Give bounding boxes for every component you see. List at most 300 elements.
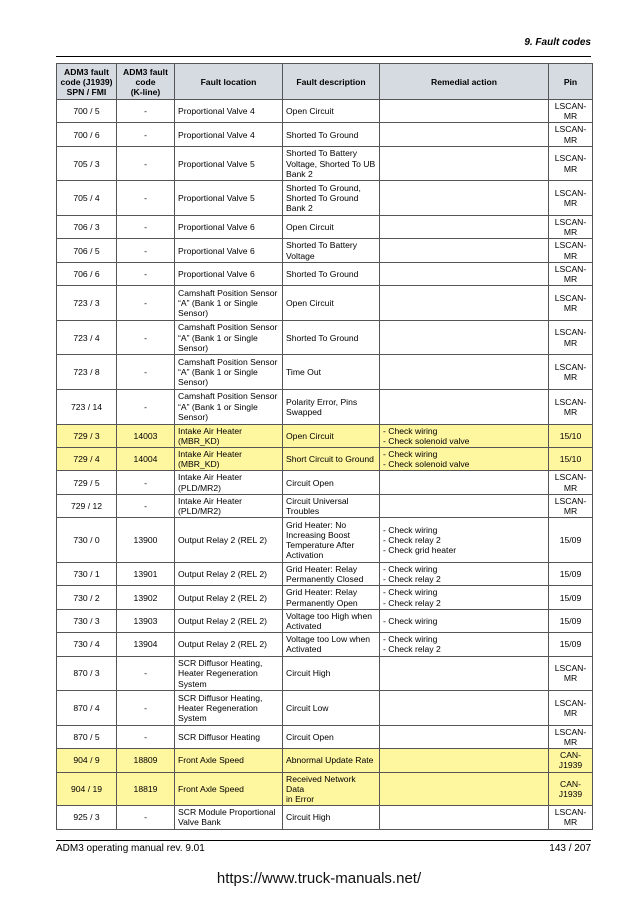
table-row — [57, 518, 593, 563]
fault-location-cell — [175, 656, 283, 691]
cell-line: 15/09 — [559, 569, 582, 580]
cell-line: LSCAN- — [554, 217, 587, 227]
cell-line: SCR Diffusor Heating, — [178, 692, 263, 703]
cell-line: Proportional Valve 4 — [178, 106, 255, 117]
fault-description-cell — [283, 725, 380, 748]
remedial-action-cell — [380, 100, 549, 123]
cell-line: Output Relay 2 (REL 2) — [178, 615, 268, 626]
cell-line: MR — [563, 134, 578, 145]
header-rule — [56, 56, 591, 57]
fault-description-cell — [283, 609, 380, 632]
cell-line: J1939 — [558, 788, 583, 799]
cell-line: Activated — [286, 621, 322, 632]
remedial-action-cell — [380, 656, 549, 691]
cell-line: MR — [563, 163, 578, 174]
pin-cell — [549, 146, 593, 181]
header-line: SPN / FMI — [66, 86, 107, 97]
cell-line: Voltage too Low when — [286, 634, 371, 645]
table-row — [57, 691, 593, 726]
table-row — [57, 586, 593, 609]
cell-line: Shorted To Battery — [286, 148, 358, 159]
pin-cell — [549, 262, 593, 285]
table-row — [57, 471, 593, 494]
fault-description-cell — [283, 320, 380, 355]
cell-line: Intake Air Heater — [178, 495, 243, 506]
fault-description-cell — [283, 518, 380, 563]
remedial-action-cell — [380, 494, 549, 517]
cell-line: MR — [563, 817, 578, 828]
cell-line: “A” (Bank 1 or Single — [178, 332, 258, 343]
cell-line: Time Out — [286, 367, 322, 378]
pin-cell — [549, 471, 593, 494]
fault-location-cell — [175, 749, 283, 772]
cell-line: Open Circuit — [286, 106, 334, 117]
cell-line: - Check wiring — [383, 524, 438, 535]
cell-line: - Check relay 2 — [383, 574, 441, 585]
cell-line: MR — [563, 708, 578, 719]
cell-line: Abnormal Update Rate — [286, 755, 374, 766]
cell-line: Proportional Valve 6 — [178, 222, 255, 233]
cell-line: (MBR_KD) — [178, 459, 220, 470]
remedial-action-cell — [380, 563, 549, 586]
cell-line: Heater Regeneration — [178, 668, 258, 679]
cell-line: Sensor) — [178, 411, 209, 422]
kline-code-cell: - — [117, 181, 175, 216]
pin-cell — [549, 239, 593, 262]
fault-description-cell — [283, 448, 380, 471]
kline-code-cell: 13900 — [117, 518, 175, 563]
spn-fmi-cell: 729 / 3 — [57, 424, 117, 447]
cell-line: (PLD/MR2) — [178, 506, 221, 517]
spn-fmi-cell: 730 / 0 — [57, 518, 117, 563]
cell-line: Camshaft Position Sensor — [178, 391, 278, 402]
table-row — [57, 656, 593, 691]
cell-line: LSCAN- — [554, 697, 587, 708]
cell-line: 15/10 — [559, 430, 582, 441]
cell-line: Grid Heater: Relay — [286, 564, 358, 575]
spn-fmi-cell: 729 / 4 — [57, 448, 117, 471]
cell-line: 15/09 — [559, 615, 582, 626]
cell-line: Camshaft Position Sensor — [178, 287, 278, 298]
cell-line: Open Circuit — [286, 297, 334, 308]
cell-line: MR — [563, 337, 578, 348]
cell-line: - Check wiring — [383, 425, 438, 436]
cell-line: Circuit Open — [286, 731, 334, 742]
cell-line: - Check relay 2 — [383, 644, 441, 655]
cell-line: MR — [563, 198, 578, 209]
fault-description-cell — [283, 262, 380, 285]
cell-line: Bank 2 — [286, 203, 313, 214]
cell-line: - Check wiring — [383, 587, 438, 598]
table-row — [57, 633, 593, 656]
cell-line: LSCAN- — [554, 726, 587, 737]
header-line: (K-line) — [130, 86, 161, 97]
remedial-action-cell — [380, 123, 549, 146]
fault-location-cell — [175, 772, 283, 806]
spn-fmi-cell: 730 / 1 — [57, 563, 117, 586]
spn-fmi-cell: 723 / 3 — [57, 286, 117, 321]
cell-line: LSCAN- — [554, 663, 587, 674]
cell-line: SCR Diffusor Heating — [178, 731, 260, 742]
spn-fmi-cell: 700 / 6 — [57, 123, 117, 146]
fault-location-cell — [175, 390, 283, 425]
pin-cell — [549, 586, 593, 609]
cell-line: LSCAN- — [554, 240, 587, 251]
cell-line: Activation — [286, 550, 324, 561]
fault-location-cell — [175, 806, 283, 829]
kline-code-cell: - — [117, 239, 175, 262]
cell-line: 15/09 — [559, 592, 582, 603]
cell-line: Increasing Boost — [286, 529, 351, 540]
kline-code-cell: - — [117, 806, 175, 829]
header-line: ADM3 fault — [64, 66, 109, 77]
cell-line: 15/10 — [559, 454, 582, 465]
fault-description-cell — [283, 471, 380, 494]
cell-line: LSCAN- — [554, 495, 587, 506]
spn-fmi-cell: 870 / 3 — [57, 656, 117, 691]
cell-line: “A” (Bank 1 or Single — [178, 367, 258, 378]
table-row — [57, 390, 593, 425]
cell-line: “A” (Bank 1 or Single — [178, 401, 258, 412]
cell-line: Shorted To Ground — [286, 268, 359, 279]
footer-rule — [56, 840, 591, 841]
cell-line: Camshaft Position Sensor — [178, 322, 278, 333]
kline-code-cell: - — [117, 494, 175, 517]
fault-description-cell — [283, 216, 380, 239]
header-kline-code — [117, 64, 175, 100]
pin-cell — [549, 772, 593, 806]
table-header-row — [57, 64, 593, 100]
cell-line: Camshaft Position Sensor — [178, 356, 278, 367]
kline-code-cell: 14003 — [117, 424, 175, 447]
cell-line: MR — [563, 737, 578, 748]
cell-line: (PLD/MR2) — [178, 482, 221, 493]
cell-line: MR — [563, 111, 578, 122]
spn-fmi-cell: 723 / 8 — [57, 355, 117, 390]
cell-line: Proportional Valve 4 — [178, 129, 255, 140]
cell-line: LSCAN- — [554, 292, 587, 303]
cell-line: Voltage too High when — [286, 610, 373, 621]
header-line: code — [135, 76, 156, 87]
remedial-action-cell — [380, 633, 549, 656]
cell-line: - Check wiring — [383, 634, 438, 645]
remedial-action-cell — [380, 146, 549, 181]
fault-description-cell — [283, 355, 380, 390]
cell-line: Voltage, Shorted To UB — [286, 158, 376, 169]
header-line: Fault description — [296, 76, 366, 87]
fault-location-cell — [175, 633, 283, 656]
cell-line: Proportional Valve 5 — [178, 193, 255, 204]
fault-description-cell — [283, 146, 380, 181]
table-row — [57, 286, 593, 321]
pin-cell — [549, 725, 593, 748]
cell-line: (MBR_KD) — [178, 435, 220, 446]
cell-line: MR — [563, 227, 578, 238]
cell-line: Output Relay 2 (REL 2) — [178, 535, 268, 546]
header-line: Remedial action — [431, 76, 497, 87]
cell-line: MR — [563, 372, 578, 383]
spn-fmi-cell: 700 / 5 — [57, 100, 117, 123]
cell-line: Swapped — [286, 406, 322, 417]
table-row — [57, 262, 593, 285]
remedial-action-cell — [380, 609, 549, 632]
kline-code-cell: - — [117, 123, 175, 146]
fault-description-cell — [283, 494, 380, 517]
fault-description-cell — [283, 691, 380, 726]
header-line: code (J1939) — [60, 76, 113, 87]
fault-description-cell — [283, 390, 380, 425]
table-row — [57, 355, 593, 390]
cell-line: Received Network Data — [286, 773, 356, 794]
table-row — [57, 424, 593, 447]
watermark-url: https://www.truck-manuals.net/ — [216, 870, 422, 887]
cell-line: Circuit High — [286, 668, 331, 679]
pin-cell — [549, 448, 593, 471]
fault-description-cell — [283, 586, 380, 609]
cell-line: Output Relay 2 (REL 2) — [178, 639, 268, 650]
cell-line: Troubles — [286, 506, 320, 517]
cell-line: Proportional Valve 6 — [178, 245, 255, 256]
kline-code-cell: - — [117, 390, 175, 425]
section-header: 9. Fault codes — [524, 37, 591, 48]
spn-fmi-cell: 706 / 3 — [57, 216, 117, 239]
pin-cell — [549, 424, 593, 447]
cell-line: Output Relay 2 (REL 2) — [178, 592, 268, 603]
pin-cell — [549, 563, 593, 586]
spn-fmi-cell: 723 / 4 — [57, 320, 117, 355]
pin-cell — [549, 320, 593, 355]
fault-location-cell — [175, 320, 283, 355]
fault-location-cell — [175, 424, 283, 447]
pin-cell — [549, 216, 593, 239]
cell-line: Output Relay 2 (REL 2) — [178, 569, 268, 580]
kline-code-cell: - — [117, 320, 175, 355]
cell-line: - Check wiring — [383, 564, 438, 575]
cell-line: System — [178, 678, 207, 689]
fault-location-cell — [175, 586, 283, 609]
cell-line: Permanently Closed — [286, 574, 364, 585]
header-line: Pin — [563, 76, 578, 87]
pin-cell — [549, 691, 593, 726]
table-row — [57, 181, 593, 216]
table-row — [57, 123, 593, 146]
table-row — [57, 806, 593, 829]
cell-line: Circuit Universal — [286, 495, 349, 506]
header-line: ADM3 fault — [123, 66, 168, 77]
cell-line: Activated — [286, 644, 322, 655]
cell-line: Open Circuit — [286, 222, 334, 233]
cell-line: Circuit High — [286, 812, 331, 823]
cell-line: MR — [563, 250, 578, 261]
remedial-action-cell — [380, 806, 549, 829]
pin-cell — [549, 181, 593, 216]
remedial-action-cell — [380, 725, 549, 748]
pin-cell — [549, 123, 593, 146]
fault-description-cell — [283, 806, 380, 829]
kline-code-cell: 13902 — [117, 586, 175, 609]
pin-cell — [549, 355, 593, 390]
fault-description-cell — [283, 424, 380, 447]
cell-line: Valve Bank — [178, 817, 221, 828]
cell-line: Front Axle Speed — [178, 783, 244, 794]
kline-code-cell: - — [117, 691, 175, 726]
pin-cell — [549, 286, 593, 321]
cell-line: Grid Heater: Relay — [286, 587, 358, 598]
cell-line: MR — [563, 482, 578, 493]
footer-manual-title: ADM3 operating manual rev. 9.01 — [56, 843, 205, 854]
fault-location-cell — [175, 355, 283, 390]
cell-line: LSCAN- — [554, 153, 587, 164]
kline-code-cell: - — [117, 725, 175, 748]
cell-line: Voltage — [286, 250, 315, 261]
table-row — [57, 725, 593, 748]
cell-line: Shorted To Battery — [286, 240, 358, 251]
cell-line: MR — [563, 406, 578, 417]
spn-fmi-cell: 723 / 14 — [57, 390, 117, 425]
cell-line: Shorted To Ground, — [286, 182, 361, 193]
cell-line: - Check wiring — [383, 449, 438, 459]
cell-line: Proportional Valve 5 — [178, 158, 255, 169]
cell-line: 15/09 — [559, 535, 582, 546]
cell-line: Shorted To Ground — [286, 193, 359, 204]
fault-description-cell — [283, 749, 380, 772]
fault-description-cell — [283, 772, 380, 806]
cell-line: - Check wiring — [383, 615, 438, 626]
kline-code-cell: - — [117, 286, 175, 321]
cell-line: “A” (Bank 1 or Single — [178, 297, 258, 308]
pin-cell — [549, 100, 593, 123]
spn-fmi-cell: 729 / 5 — [57, 471, 117, 494]
table-row — [57, 100, 593, 123]
fault-codes-table — [56, 63, 593, 830]
cell-line: Bank 2 — [286, 168, 313, 179]
remedial-action-cell — [380, 448, 549, 471]
remedial-action-cell — [380, 424, 549, 447]
spn-fmi-cell: 705 / 3 — [57, 146, 117, 181]
cell-line: MR — [563, 673, 578, 684]
kline-code-cell: 13901 — [117, 563, 175, 586]
table-row — [57, 216, 593, 239]
cell-line: Intake Air Heater — [178, 425, 243, 436]
cell-line: - Check relay 2 — [383, 597, 441, 608]
cell-line: LSCAN- — [554, 327, 587, 338]
fault-description-cell — [283, 633, 380, 656]
remedial-action-cell — [380, 749, 549, 772]
cell-line: Circuit Open — [286, 477, 334, 488]
kline-code-cell: - — [117, 656, 175, 691]
fault-description-cell — [283, 563, 380, 586]
remedial-action-cell — [380, 586, 549, 609]
fault-location-cell — [175, 448, 283, 471]
header-remedial-action — [380, 64, 549, 100]
cell-line: LSCAN- — [554, 362, 587, 372]
cell-line: 15/09 — [559, 639, 582, 650]
table-row — [57, 320, 593, 355]
spn-fmi-cell: 904 / 9 — [57, 749, 117, 772]
cell-line: Circuit Low — [286, 702, 329, 713]
cell-line: MR — [563, 506, 578, 517]
fault-location-cell — [175, 239, 283, 262]
cell-line: LSCAN- — [554, 396, 587, 407]
remedial-action-cell — [380, 286, 549, 321]
spn-fmi-cell: 730 / 2 — [57, 586, 117, 609]
spn-fmi-cell: 925 / 3 — [57, 806, 117, 829]
spn-fmi-cell: 870 / 4 — [57, 691, 117, 726]
pin-cell — [549, 656, 593, 691]
pin-cell — [549, 518, 593, 563]
header-spn-fmi — [57, 64, 117, 100]
cell-line: Sensor) — [178, 342, 209, 353]
kline-code-cell: - — [117, 216, 175, 239]
cell-line: Intake Air Heater — [178, 449, 243, 459]
cell-line: Permanently Open — [286, 597, 358, 608]
cell-line: System — [178, 713, 207, 724]
table-row — [57, 494, 593, 517]
footer-page-number: 143 / 207 — [549, 843, 591, 854]
fault-description-cell — [283, 100, 380, 123]
spn-fmi-cell: 706 / 6 — [57, 262, 117, 285]
pin-cell — [549, 633, 593, 656]
remedial-action-cell — [380, 772, 549, 806]
cell-line: MR — [563, 303, 578, 314]
header-pin — [549, 64, 593, 100]
kline-code-cell: 13903 — [117, 609, 175, 632]
cell-line: - Check relay 2 — [383, 535, 441, 546]
spn-fmi-cell: 730 / 4 — [57, 633, 117, 656]
cell-line: Shorted To Ground — [286, 129, 359, 140]
fault-description-cell — [283, 123, 380, 146]
table-row — [57, 146, 593, 181]
fault-location-cell — [175, 100, 283, 123]
table-row — [57, 448, 593, 471]
pin-cell — [549, 806, 593, 829]
fault-location-cell — [175, 286, 283, 321]
cell-line: LSCAN- — [554, 101, 587, 111]
fault-location-cell — [175, 146, 283, 181]
cell-line: Intake Air Heater — [178, 472, 243, 483]
fault-description-cell — [283, 181, 380, 216]
fault-location-cell — [175, 691, 283, 726]
spn-fmi-cell: 729 / 12 — [57, 494, 117, 517]
cell-line: Sensor) — [178, 308, 209, 319]
cell-line: Shorted To Ground — [286, 332, 359, 343]
table-row — [57, 239, 593, 262]
kline-code-cell: - — [117, 100, 175, 123]
kline-code-cell: - — [117, 471, 175, 494]
pin-cell — [549, 390, 593, 425]
fault-location-cell — [175, 262, 283, 285]
kline-code-cell: 14004 — [117, 448, 175, 471]
fault-description-cell — [283, 286, 380, 321]
spn-fmi-cell: 870 / 5 — [57, 725, 117, 748]
kline-code-cell: 13904 — [117, 633, 175, 656]
remedial-action-cell — [380, 355, 549, 390]
remedial-action-cell — [380, 181, 549, 216]
spn-fmi-cell: 904 / 19 — [57, 772, 117, 806]
table-row — [57, 563, 593, 586]
header-fault-location — [175, 64, 283, 100]
cell-line: CAN- — [559, 750, 581, 761]
cell-line: Grid Heater: No — [286, 519, 347, 530]
fault-location-cell — [175, 216, 283, 239]
cell-line: - Check solenoid valve — [383, 435, 470, 446]
cell-line: - Check solenoid valve — [383, 459, 470, 470]
fault-location-cell — [175, 123, 283, 146]
remedial-action-cell — [380, 216, 549, 239]
cell-line: - Check grid heater — [383, 545, 457, 556]
remedial-action-cell — [380, 239, 549, 262]
cell-line: LSCAN- — [554, 124, 587, 135]
